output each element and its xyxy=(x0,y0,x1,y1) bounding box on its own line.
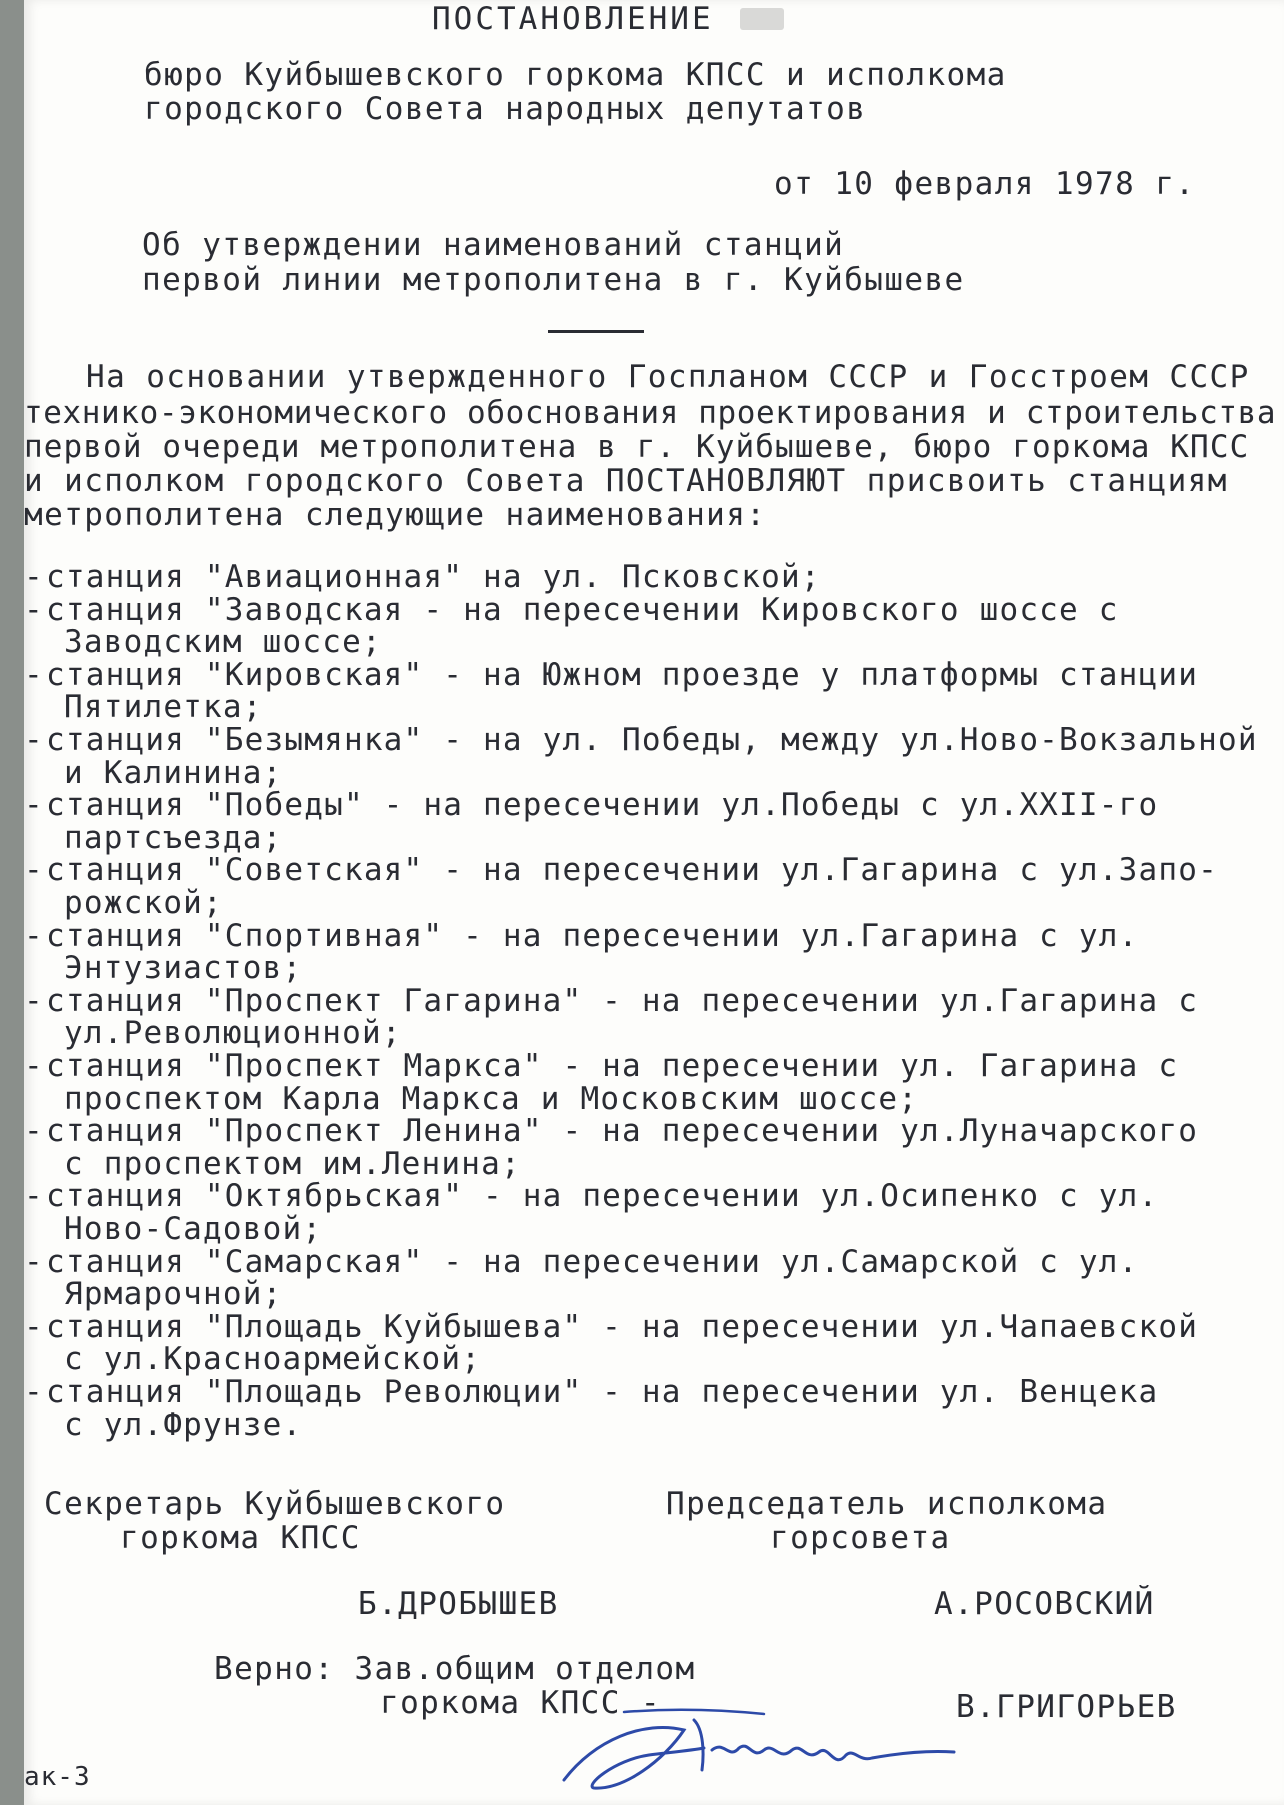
station-text: Ново-Садовой; xyxy=(64,1211,323,1247)
station-item xyxy=(24,1310,1198,1344)
station-text: Пятилетка; xyxy=(64,689,263,726)
right-signatory-title-2: горсовета xyxy=(770,1520,951,1556)
station-text: Ярмарочной; xyxy=(64,1276,283,1313)
station-item-continuation xyxy=(64,1016,402,1050)
station-item xyxy=(24,723,1258,757)
station-item xyxy=(24,1049,1178,1083)
station-item-continuation xyxy=(64,1082,918,1116)
preamble-line: технико-экономического обоснования проектирования и строительства xyxy=(24,395,1277,431)
station-item-continuation xyxy=(64,625,382,659)
right-signatory-name: А.РОСОВСКИЙ xyxy=(934,1586,1155,1622)
station-item xyxy=(24,1179,1158,1213)
station-text: Энтузиастов; xyxy=(64,950,303,987)
station-text: станция "Советская" - на пересечении ул.Гагарина с ул.Запо- xyxy=(46,852,1218,889)
preamble-line: На основании утвержденного Госпланом СССР и Госстроем СССР xyxy=(86,359,1250,395)
station-item-continuation xyxy=(64,1147,521,1181)
station-text: станция "Победы" - на пересечении ул.Победы с ул.XXII-го xyxy=(46,787,1159,824)
station-item xyxy=(24,658,1198,692)
preamble-line: первой очереди метрополитена в г. Куйбышеве, бюро горкома КПСС xyxy=(24,429,1250,465)
station-item-continuation xyxy=(64,1342,481,1376)
preamble-line: и исполком городского Совета ПОСТАНОВЛЯЮТ присвоить станциям xyxy=(24,463,1228,499)
bullet-dash: - xyxy=(24,1374,44,1410)
station-item-continuation xyxy=(64,951,302,985)
station-text: станция "Проспект Гагарина" - на пересечении ул.Гагарина с xyxy=(46,982,1199,1019)
issuer-line-2: городского Совета народных депутатов xyxy=(144,91,867,127)
station-item xyxy=(24,560,821,594)
station-text: с проспектом им.Ленина; xyxy=(64,1145,521,1182)
right-signatory-title-1: Председатель исполкома xyxy=(666,1486,1108,1522)
bullet-dash: - xyxy=(24,982,44,1019)
station-item-continuation xyxy=(64,821,283,855)
station-text: с ул.Красноармейской; xyxy=(64,1341,482,1378)
station-text: станция "Безымянка" - на ул. Победы, между ул.Ново-Вокзальной xyxy=(46,722,1258,758)
bullet-dash: - xyxy=(24,722,44,758)
station-text: и Калинина; xyxy=(64,754,283,791)
bullet-dash: - xyxy=(24,852,44,889)
subject-line-1: Об утверждении наименований станций xyxy=(142,227,845,263)
document-title: ПОСТАНОВЛЕНИЕ xyxy=(432,1,714,37)
station-item xyxy=(24,1114,1198,1148)
station-item-continuation xyxy=(64,1408,302,1442)
station-item-continuation xyxy=(64,886,223,920)
certification-name: В.ГРИГОРЬЕВ xyxy=(956,1689,1177,1725)
bullet-dash: - xyxy=(24,1308,44,1345)
station-text: станция "Проспект Маркса" - на пересечении ул. Гагарина с xyxy=(46,1048,1179,1084)
certification-line-1: Верно: Зав.общим отделом xyxy=(214,1651,696,1687)
station-text: станция "Площадь Куйбышева" - на пересечении ул.Чапаевской xyxy=(46,1308,1199,1345)
left-signatory-name: Б.ДРОБЫШЕВ xyxy=(358,1586,559,1622)
document-date: от 10 февраля 1978 г. xyxy=(774,166,1196,202)
issuer-line-1: бюро Куйбышевского горкома КПСС и исполкома xyxy=(144,57,1007,93)
bullet-dash: - xyxy=(24,917,44,954)
station-text: станция "Авиационная" на ул. Псковской; xyxy=(46,559,821,595)
station-text: станция "Спортивная" - на пересечении ул.Гагарина с ул. xyxy=(46,917,1139,954)
station-item xyxy=(24,593,1119,627)
handwritten-signature xyxy=(554,1700,994,1800)
station-item-continuation xyxy=(64,1277,283,1311)
certification-line-2: горкома КПСС - xyxy=(380,1685,661,1721)
station-text: с ул.Фрунзе. xyxy=(64,1406,303,1443)
bullet-dash: - xyxy=(24,591,44,628)
left-signatory-title-1: Секретарь Куйбышевского xyxy=(44,1486,506,1522)
preamble-line: метрополитена следующие наименования: xyxy=(24,497,767,533)
station-text: станция "Самарская" - на пересечении ул.Самарской с ул. xyxy=(46,1243,1139,1280)
station-item-continuation xyxy=(64,690,263,724)
station-text: Заводским шоссе; xyxy=(64,624,382,661)
bullet-dash: - xyxy=(24,1243,44,1280)
footer-code: ак-3 xyxy=(24,1762,91,1792)
document-page xyxy=(24,0,1284,1805)
station-text: станция "Октябрьская" - на пересечении ул.Осипенко с ул. xyxy=(46,1178,1159,1215)
station-text: рожской; xyxy=(64,885,223,921)
station-item-continuation xyxy=(64,1212,322,1246)
subject-line-2: первой линии метрополитена в г. Куйбышеве xyxy=(142,262,965,298)
station-text: проспектом Карла Маркса и Московским шоссе; xyxy=(64,1080,919,1117)
station-item xyxy=(24,788,1158,822)
bullet-dash: - xyxy=(24,559,44,595)
station-item xyxy=(24,1245,1139,1279)
stamp-mark xyxy=(740,8,784,30)
station-item xyxy=(24,919,1139,953)
station-item xyxy=(24,984,1198,1018)
station-text: партсъезда; xyxy=(64,819,283,856)
bullet-dash: - xyxy=(24,1113,44,1150)
bullet-dash: - xyxy=(24,656,44,693)
station-item xyxy=(24,853,1218,887)
divider-rule xyxy=(548,330,644,333)
station-text: станция "Кировская" - на Южном проезде у платформы станции xyxy=(46,656,1199,693)
station-text: станция "Заводская - на пересечении Кировского шоссе с xyxy=(46,591,1119,628)
station-item xyxy=(24,1375,1158,1409)
station-item-continuation xyxy=(64,756,283,790)
bullet-dash: - xyxy=(24,1178,44,1215)
station-text: станция "Площадь Революции" - на пересечении ул. Венцека xyxy=(46,1374,1159,1410)
bullet-dash: - xyxy=(24,1048,44,1084)
station-text: станция "Проспект Ленина" - на пересечении ул.Луначарского xyxy=(46,1113,1199,1150)
left-signatory-title-2: горкома КПСС xyxy=(120,1520,361,1556)
bullet-dash: - xyxy=(24,787,44,824)
station-text: ул.Революционной; xyxy=(64,1015,402,1052)
